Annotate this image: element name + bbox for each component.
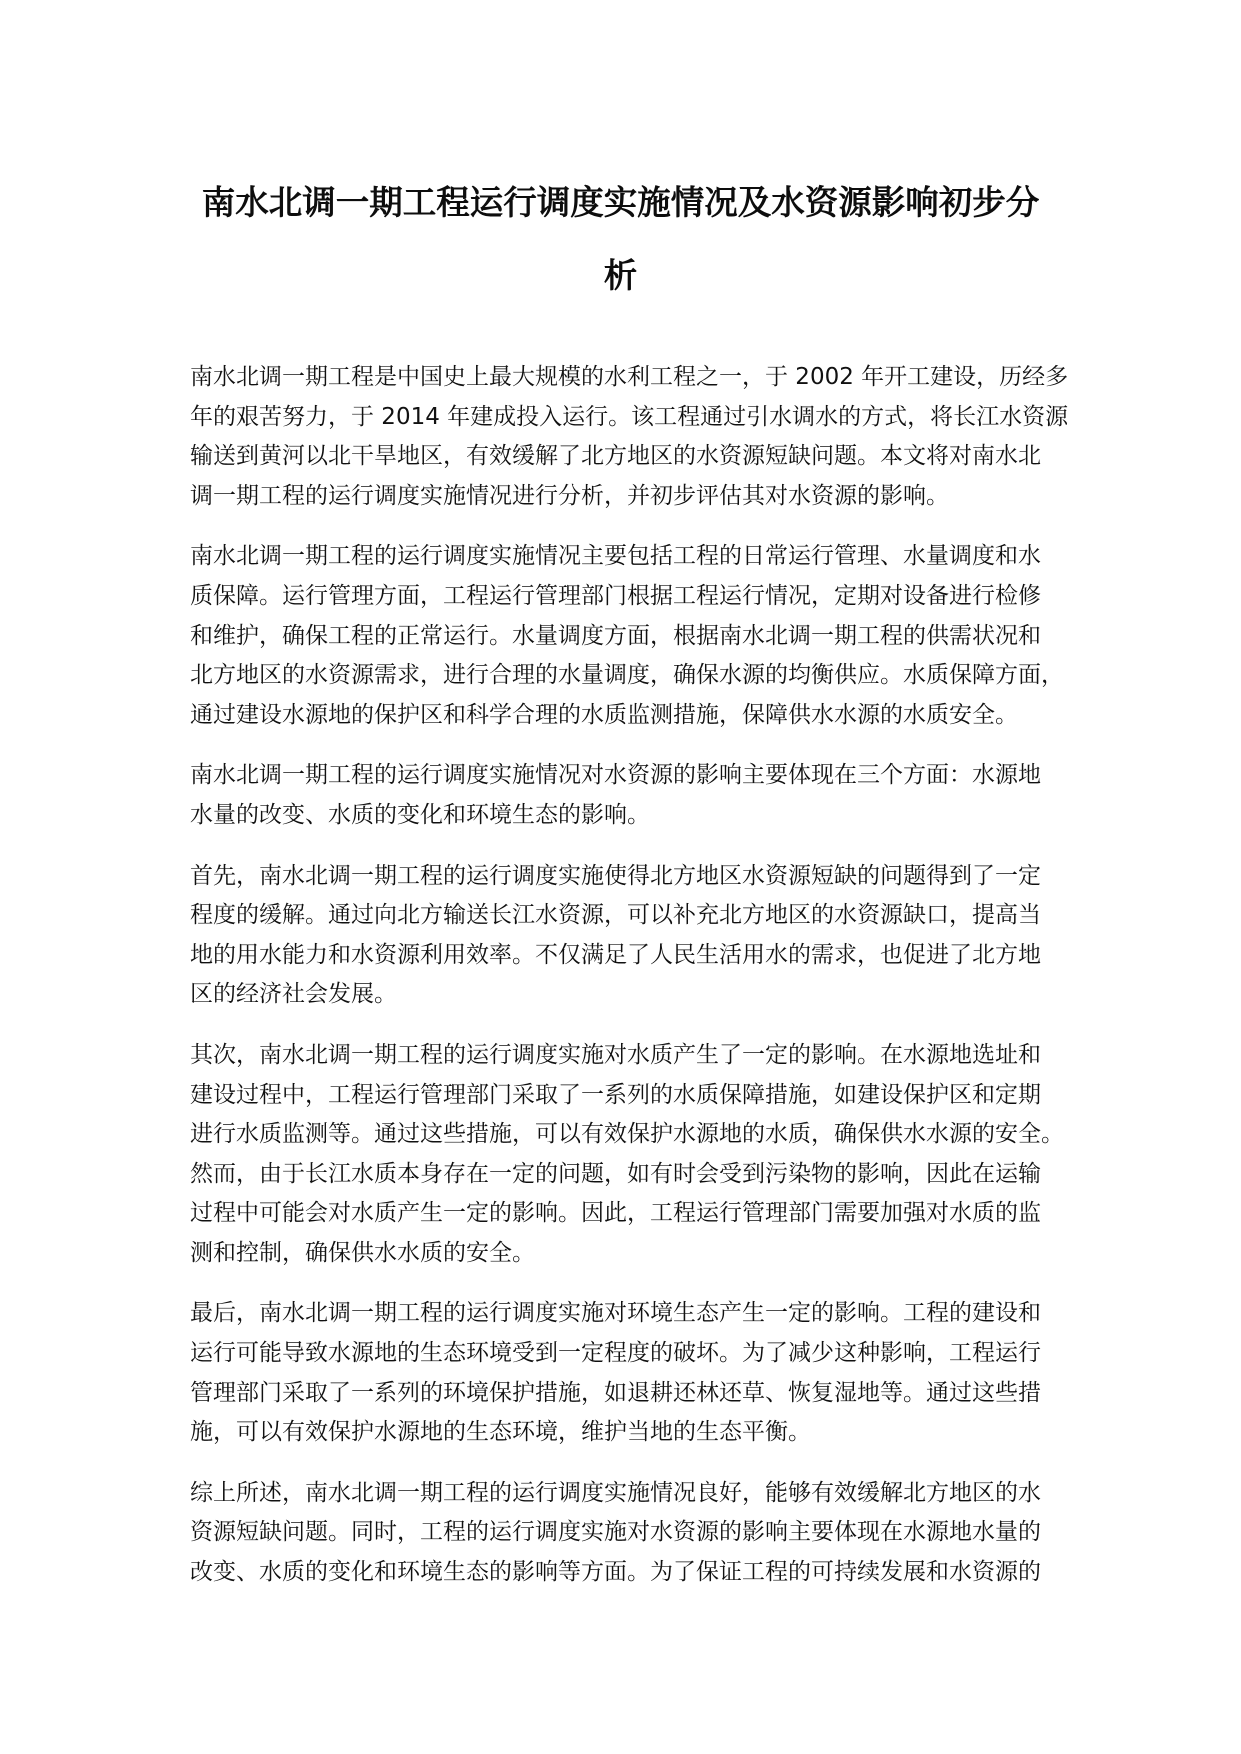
paragraph-impacts-overview — [190, 756, 1090, 835]
text-line: 南水北调一期工程的运行调度实施情况主要包括工程的日常运行管理、水量调度和水 — [190, 543, 1041, 570]
text-line: 水量的改变、水质的变化和环境生态的影响。 — [190, 801, 650, 828]
document-body — [190, 358, 1090, 1614]
text-line: 和维护，确保工程的正常运行。水量调度方面，根据南水北调一期工程的供需状况和 — [190, 622, 1041, 649]
text-line: 区的经济社会发展。 — [190, 981, 397, 1008]
paragraph-operation — [190, 537, 1090, 735]
text-line: 南水北调一期工程是中国史上最大规模的水利工程之一，于 2002 年开工建设，历经多 — [190, 364, 1069, 390]
text-line: 质保障。运行管理方面，工程运行管理部门根据工程运行情况，定期对设备进行检修 — [190, 582, 1041, 609]
paragraph-conclusion — [190, 1474, 1090, 1593]
document-title: 南水北调一期工程运行调度实施情况及水资源影响初步分析 — [201, 183, 1040, 295]
text-line: 最后，南水北调一期工程的运行调度实施对环境生态产生一定的影响。工程的建设和 — [190, 1300, 1041, 1327]
text-line: 其次，南水北调一期工程的运行调度实施对水质产生了一定的影响。在水源地选址和 — [190, 1041, 1041, 1068]
text-line: 通过建设水源地的保护区和科学合理的水质监测措施，保障供水水源的水质安全。 — [190, 701, 1018, 728]
text-line: 建设过程中，工程运行管理部门采取了一系列的水质保障措施，如建设保护区和定期 — [190, 1081, 1041, 1108]
text-line: 综上所述，南水北调一期工程的运行调度实施情况良好，能够有效缓解北方地区的水 — [190, 1479, 1041, 1506]
text-line: 测和控制，确保供水水质的安全。 — [190, 1239, 535, 1266]
text-line: 施，可以有效保护水源地的生态环境，维护当地的生态平衡。 — [190, 1419, 811, 1446]
text-line: 年的艰苦努力，于 2014 年建成投入运行。该工程通过引水调水的方式，将长江水资源 — [190, 403, 1069, 430]
text-line: 然而，由于长江水质本身存在一定的问题，如有时会受到污染物的影响，因此在运输 — [190, 1160, 1041, 1187]
text-line: 北方地区的水资源需求，进行合理的水量调度，确保水源的均衡供应。水质保障方面， — [190, 662, 1064, 689]
text-line: 程度的缓解。通过向北方输送长江水资源，可以补充北方地区的水资源缺口，提高当 — [190, 902, 1041, 929]
text-line: 进行水质监测等。通过这些措施，可以有效保护水源地的水质，确保供水水源的安全。 — [190, 1121, 1064, 1148]
text-line: 资源短缺问题。同时，工程的运行调度实施对水资源的影响主要体现在水源地水量的 — [190, 1519, 1041, 1546]
paragraph-introduction — [190, 358, 1090, 516]
text-line: 地的用水能力和水资源利用效率。不仅满足了人民生活用水的需求，也促进了北方地 — [190, 941, 1041, 968]
text-line: 运行可能导致水源地的生态环境受到一定程度的破坏。为了减少这种影响，工程运行 — [190, 1340, 1041, 1367]
paragraph-water-quality — [190, 1036, 1090, 1274]
text-line: 管理部门采取了一系列的环境保护措施，如退耕还林还草、恢复湿地等。通过这些措 — [190, 1379, 1041, 1406]
text-line: 过程中可能会对水质产生一定的影响。因此，工程运行管理部门需要加强对水质的监 — [190, 1200, 1041, 1227]
text-line: 南水北调一期工程的运行调度实施情况对水资源的影响主要体现在三个方面：水源地 — [190, 762, 1041, 789]
text-line: 输送到黄河以北干旱地区，有效缓解了北方地区的水资源短缺问题。本文将对南水北 — [190, 443, 1041, 470]
paragraph-water-quantity — [190, 857, 1090, 1015]
text-line: 首先，南水北调一期工程的运行调度实施使得北方地区水资源短缺的问题得到了一定 — [190, 862, 1041, 889]
paragraph-ecology — [190, 1294, 1090, 1452]
text-line: 改变、水质的变化和环境生态的影响等方面。为了保证工程的可持续发展和水资源的 — [190, 1559, 1041, 1586]
text-line: 调一期工程的运行调度实施情况进行分析，并初步评估其对水资源的影响。 — [190, 482, 949, 509]
